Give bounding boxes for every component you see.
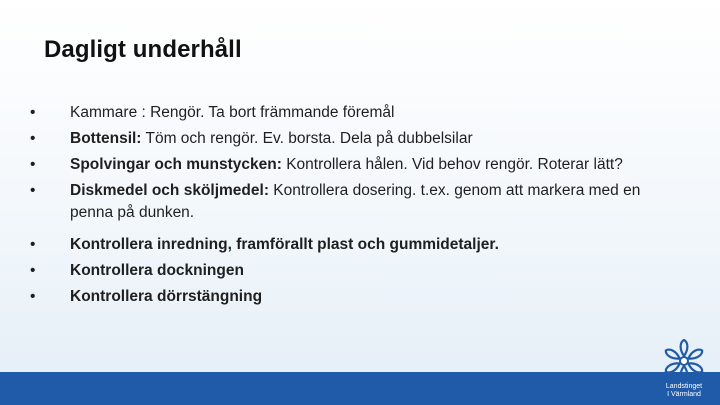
bullet-bold-label: Kontrollera inredning, framförallt plast och gummidetaljer. <box>70 236 499 253</box>
bullet-text: Kontrollera hålen. Vid behov rengör. Roterar lätt? <box>281 156 623 173</box>
logo-line-2: I Värmland <box>667 391 701 398</box>
bullet-item-spolvingar <box>30 154 670 176</box>
bullet-bold-label: Spolvingar och munstycken: <box>70 156 282 173</box>
bullet-glyph: • <box>30 182 36 199</box>
bullet-glyph: • <box>30 236 36 253</box>
bullet-list <box>30 102 670 312</box>
bullet-glyph: • <box>30 288 36 305</box>
bullet-item-dockning <box>30 260 670 282</box>
bullet-glyph: • <box>30 156 36 173</box>
logo-wordmark <box>654 383 714 399</box>
footer-bar <box>0 372 720 405</box>
bullet-item-bottensil <box>30 128 670 150</box>
bullet-bold-label: Diskmedel och sköljmedel: <box>70 182 269 199</box>
slide-title: Dagligt underhåll <box>44 36 242 63</box>
bullet-item-kammare <box>30 102 670 124</box>
bullet-item-inredning <box>30 234 670 256</box>
bullet-bold-label: Bottensil: <box>70 130 142 147</box>
logo-line-1: Landstinget <box>665 383 703 390</box>
bullet-text: Töm och rengör. Ev. borsta. Dela på dubbelsilar <box>141 130 473 147</box>
bullet-text: Kontrollera dosering. t.ex. genom att markera med en penna på dunken. <box>70 182 641 221</box>
bullet-item-dorrstangning <box>30 286 670 308</box>
bullet-bold-label: Kontrollera dockningen <box>70 262 244 279</box>
bullet-item-diskmedel <box>30 180 670 224</box>
bullet-glyph: • <box>30 130 36 147</box>
bullet-glyph: • <box>30 104 36 121</box>
bullet-bold-label: Kontrollera dörrstängning <box>70 288 263 305</box>
bullet-text: Kammare : Rengör. Ta bort främmande föremål <box>70 104 395 121</box>
bullet-glyph: • <box>30 262 36 279</box>
